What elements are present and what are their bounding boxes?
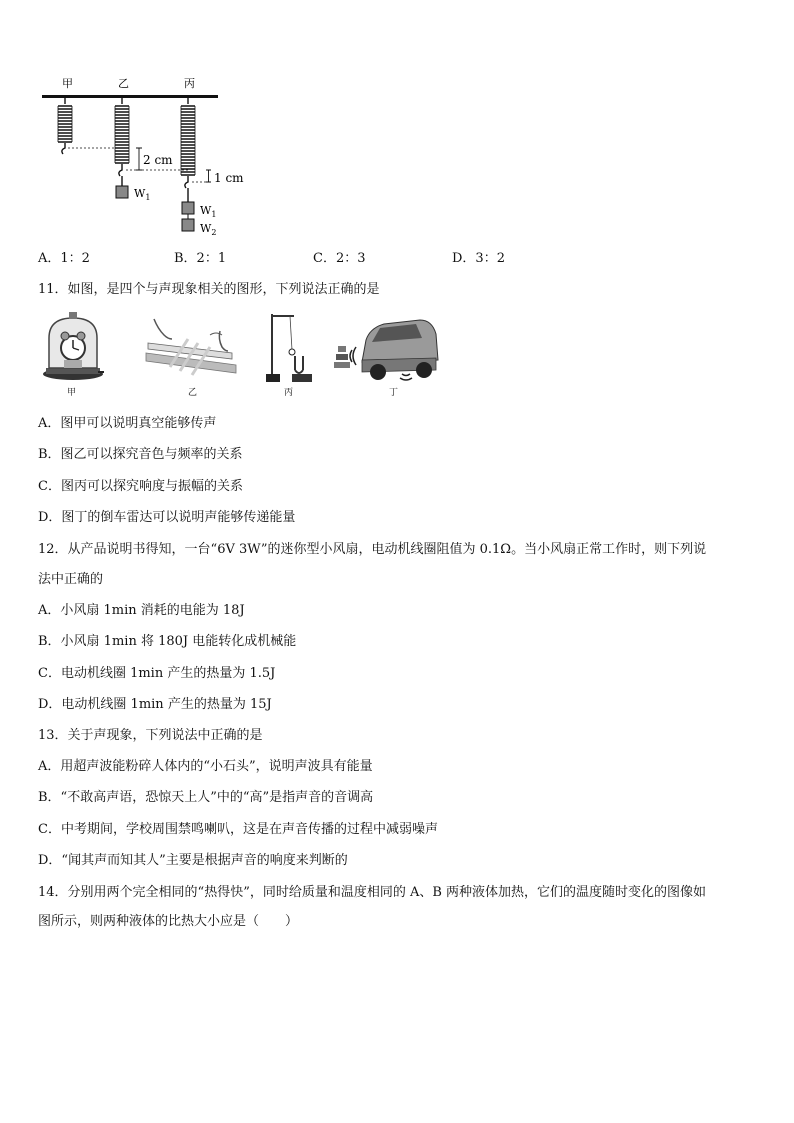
figure-tuning-fork (262, 310, 322, 384)
q11-option-c: C．图丙可以探究响度与振幅的关系 (38, 479, 243, 494)
bracket-1cm (206, 170, 211, 182)
q12-option-d: D．电动机线圈 1min 产生的热量为 15J (38, 697, 272, 712)
q12-stem-line1: 12．从产品说明书得知，一台“6V 3W”的迷你型小风扇，电动机线圈阻值为 0.1Ω。当小风扇正常工作时，则下列说 (38, 542, 707, 557)
weight-w2-label: $W_2$ (200, 222, 217, 237)
ceiling-bar (42, 95, 218, 98)
weight-w1-label: $W_1$ (134, 187, 151, 202)
weight-w1-label-bing: $W_1$ (200, 204, 217, 219)
measure-2cm: 2 cm (143, 153, 173, 167)
q13-option-d: D．“闻其声而知其人”主要是根据声音的响度来判断的 (38, 853, 348, 868)
q12-option-c: C．电动机线圈 1min 产生的热量为 1.5J (38, 666, 276, 681)
q14-stem-line2: 图所示，则两种液体的比热大小应是（ ） (38, 914, 299, 929)
q11-caption-yi: 乙 (188, 388, 198, 398)
weight-w1-yi (116, 186, 128, 198)
q10-option-d: D．3：2 (452, 251, 505, 266)
bracket-2cm (136, 148, 142, 170)
q11-option-b: B．图乙可以探究音色与频率的关系 (38, 447, 243, 462)
figure-ruler (140, 313, 240, 379)
q12-option-a: A．小风扇 1min 消耗的电能为 18J (38, 603, 245, 618)
q13-option-a: A．用超声波能粉碎人体内的“小石头”，说明声波具有能量 (38, 759, 373, 774)
spring-bing (181, 98, 195, 202)
q10-option-c: C．2：3 (313, 251, 366, 266)
q11-caption-bing: 丙 (284, 388, 294, 398)
q11-option-a: A．图甲可以说明真空能够传声 (38, 416, 217, 431)
q12-stem-line2: 法中正确的 (38, 572, 104, 587)
q11-stem: 11．如图，是四个与声现象相关的图形，下列说法正确的是 (38, 282, 380, 297)
q13-option-c: C．中考期间，学校周围禁鸣喇叭，这是在声音传播的过程中减弱噪声 (38, 822, 438, 837)
spring-jia (58, 98, 72, 154)
weight-w2-bing (182, 219, 194, 231)
measure-1cm: 1 cm (214, 171, 244, 185)
q13-stem: 13．关于声现象，下列说法中正确的是 (38, 728, 263, 743)
q10-option-b: B．2：1 (174, 251, 227, 266)
figure-bell-jar (40, 310, 106, 385)
spring-label-bing: 丙 (184, 77, 195, 90)
q13-option-b: B．“不敢高声语，恐惊天上人”中的“高”是指声音的音调高 (38, 790, 374, 805)
q12-option-b: B．小风扇 1min 将 180J 电能转化成机械能 (38, 634, 297, 649)
q11-caption-jia: 甲 (67, 388, 77, 398)
q14-stem-line1: 14．分别用两个完全相同的“热得快”，同时给质量和温度相同的 A、B 两种液体加热，它们的温度随时变化的图像如 (38, 885, 707, 900)
spring-label-jia: 甲 (62, 77, 73, 90)
q10-option-a: A．1：2 (38, 251, 90, 266)
figure-parking-radar (332, 312, 442, 382)
q11-option-d: D．图丁的倒车雷达可以说明声能够传递能量 (38, 510, 296, 525)
spring-label-yi: 乙 (118, 77, 129, 90)
spring-figure (38, 74, 278, 244)
spring-yi (115, 98, 129, 186)
weight-w1-bing (182, 202, 194, 214)
q11-caption-ding: 丁 (389, 388, 399, 398)
